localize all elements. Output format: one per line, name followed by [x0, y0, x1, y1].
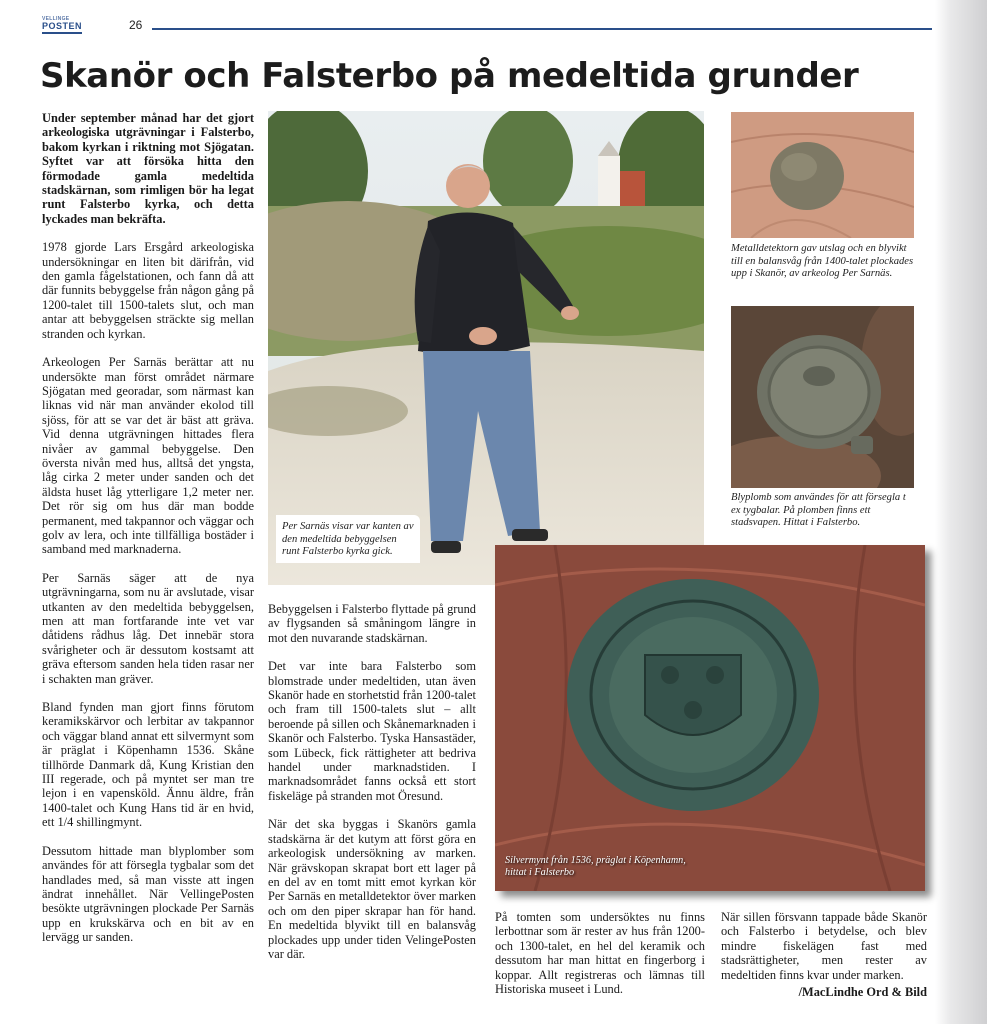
- caption-silver-coin: Silvermynt från 1536, präglat i Köpenhamn, hittat i Falsterbo: [505, 855, 686, 878]
- paragraph: Bland fynden man gjort finns förutom keramikskärvor och lerbitar av takpannor och väggar bland annat ett silvermynt som är präglat i Köpenhamn 1536. Skåne tillhörde Danmark då, Kung Kristian den III regerade, och på myntet ser man tre lejon i en vapensköld. Ännu äldre, från 1400-talet och Kung Hans tid är en hvid, ett 1/4 shillingmynt.: [42, 700, 254, 830]
- article-column-2: [268, 602, 476, 975]
- paragraph: Det var inte bara Falsterbo som blomstrade under medeltiden, utan även Skanör hade en storhetstid från 1200-talet och fram till 1500-talets slut – allt beroende på sillen och Skånemarknaden i Skanör och Falsterbo. Tyska Hansastäder, som Lübeck, fick rättigheter att bedriva handel under marknadstiden. I marknadsområdet fanns också ett stort fiskeläge på stranden mot Öresund.: [268, 659, 476, 803]
- paragraph: Per Sarnäs säger att de nya utgrävningarna, som nu är avslutade, visar utkanten av den medeltida bebyggelsen, men att man fortfarande inte vet var dåtidens rådhus låg. Det innebär stora svårigheter och är dessutom kostsamt att gräva eftersom sanden hela tiden rasar ner i schakten man gräver.: [42, 570, 254, 686]
- paragraph: På tomten som undersöktes nu finns lerbottnar som är rester av hus från 1200- och 1300-talet, en hel del keramik och dessutom har man hittat en fingerborg i koppar. Allt registreras och lämnas till Historiska museet i Lund.: [495, 910, 705, 997]
- article-column-1: [42, 111, 254, 959]
- page-edge-shadow: [935, 0, 987, 1024]
- publication-logo: [42, 17, 82, 34]
- paragraph: Bebyggelsen i Falsterbo flyttade på grund av flygsanden så småningom längre in mot den nuvarande stadskärnan.: [268, 602, 476, 645]
- lead-weight-illustration: [731, 112, 914, 238]
- caption-lead-seal: Blyplomb som användes för att försegla t ex tygbalar. På plomben finns ett stadsvapen. Hittat i Falsterbo.: [731, 492, 906, 529]
- photo-lead-weight: [731, 112, 914, 238]
- lead-paragraph: Under september månad har det gjort arkeologiska utgrävningar i Falsterbo, bakom kyrkan i riktning mot Sjögatan. Syftet var att försöka hitta den förmodade gamla medeltida stadskärnan, som rimligen bör ha legat runt Falsterbo kyrka, och detta lyckades man bekräfta.: [42, 111, 254, 226]
- article-headline: Skanör och Falsterbo på medeltida grunder: [40, 56, 859, 96]
- logo-small-text: VELLINGE: [42, 16, 70, 22]
- photo-archaeologist: [268, 111, 704, 585]
- page-number: 26: [129, 18, 143, 32]
- paragraph: När det ska byggas i Skanörs gamla stadskärna är det kutym att först göra en arkeologisk undersökning av marken. När grävskopan skrapat bort ett lager på en del av en tomt mitt emot kyrkan kör Per Sarnäs en metalldetektor över marken och om den piper skrapar han för hand. En medeltida blyvikt till en balansvåg plockades upp under tiden VelingePosten var där.: [268, 817, 476, 961]
- lead-seal-illustration: [731, 306, 914, 488]
- author-byline: /MacLindhe Ord & Bild: [798, 985, 927, 1000]
- paragraph: När sillen försvann tappade både Skanör och Falsterbo i betydelse, och blev mindre fiskelägen fast med stadsrättigheter, men rester av medeltiden finns kvar under marken.: [721, 910, 927, 982]
- header-rule: [152, 28, 932, 30]
- photo-silver-coin: [495, 545, 925, 891]
- archaeologist-illustration: [268, 111, 704, 585]
- paragraph: Dessutom hittade man blyplomber som användes för att försegla tygbalar som det handlades med, så man visste att ingen ändrat innehållet. När VellingePosten besökte utgrävningen plockade Per Sarnäs upp en krukskärva och en bit av en lervägg ur sanden.: [42, 843, 254, 945]
- article-column-4: [721, 910, 927, 1013]
- silver-coin-illustration: [495, 545, 925, 891]
- paragraph: 1978 gjorde Lars Ersgård arkeologiska undersökningar en liten bit därifrån, vid den gamla fågelstationen, och fann då att där funnits bebyggelse från någon gång på 1200-talet till 1500-talets slut, och man antar att bebyggelsen sträckte sig mellan stranden och kyrkan.: [42, 240, 254, 341]
- logo-text: POSTEN: [42, 21, 83, 31]
- article-column-3: [495, 910, 705, 1010]
- photo-lead-seal: [731, 306, 914, 488]
- paragraph: Arkeologen Per Sarnäs berättar att nu undersökte man först området närmare Sjögatan med georadar, som närmast kan liknas vid när man använder ekolod till sjöss, för att se var det är bäst att gräva. Vid denna utgrävningen hittades flera nivåer av gammal bebyggelse. Den översta nivån med hus, alltså det yngsta, låg cirka 2 meter under sanden och det äldsta huset låg ytterligare 1,2 meter ner. Det rör sig om hus där man bodde permanent, med takpannor och väggar och golv av lera, och inte tillfälliga bostäder i samband med marknaderna.: [42, 355, 254, 557]
- page-header: [42, 12, 932, 36]
- caption-main-photo: Per Sarnäs visar var kanten av den medeltida bebyggelsen runt Falsterbo kyrka gick.: [276, 515, 420, 563]
- caption-lead-weight: Metalldetektorn gav utslag och en blyvikt till en balansvåg från 1400-talet plockades upp i Skanör, av arkeolog Per Sarnäs.: [731, 243, 914, 280]
